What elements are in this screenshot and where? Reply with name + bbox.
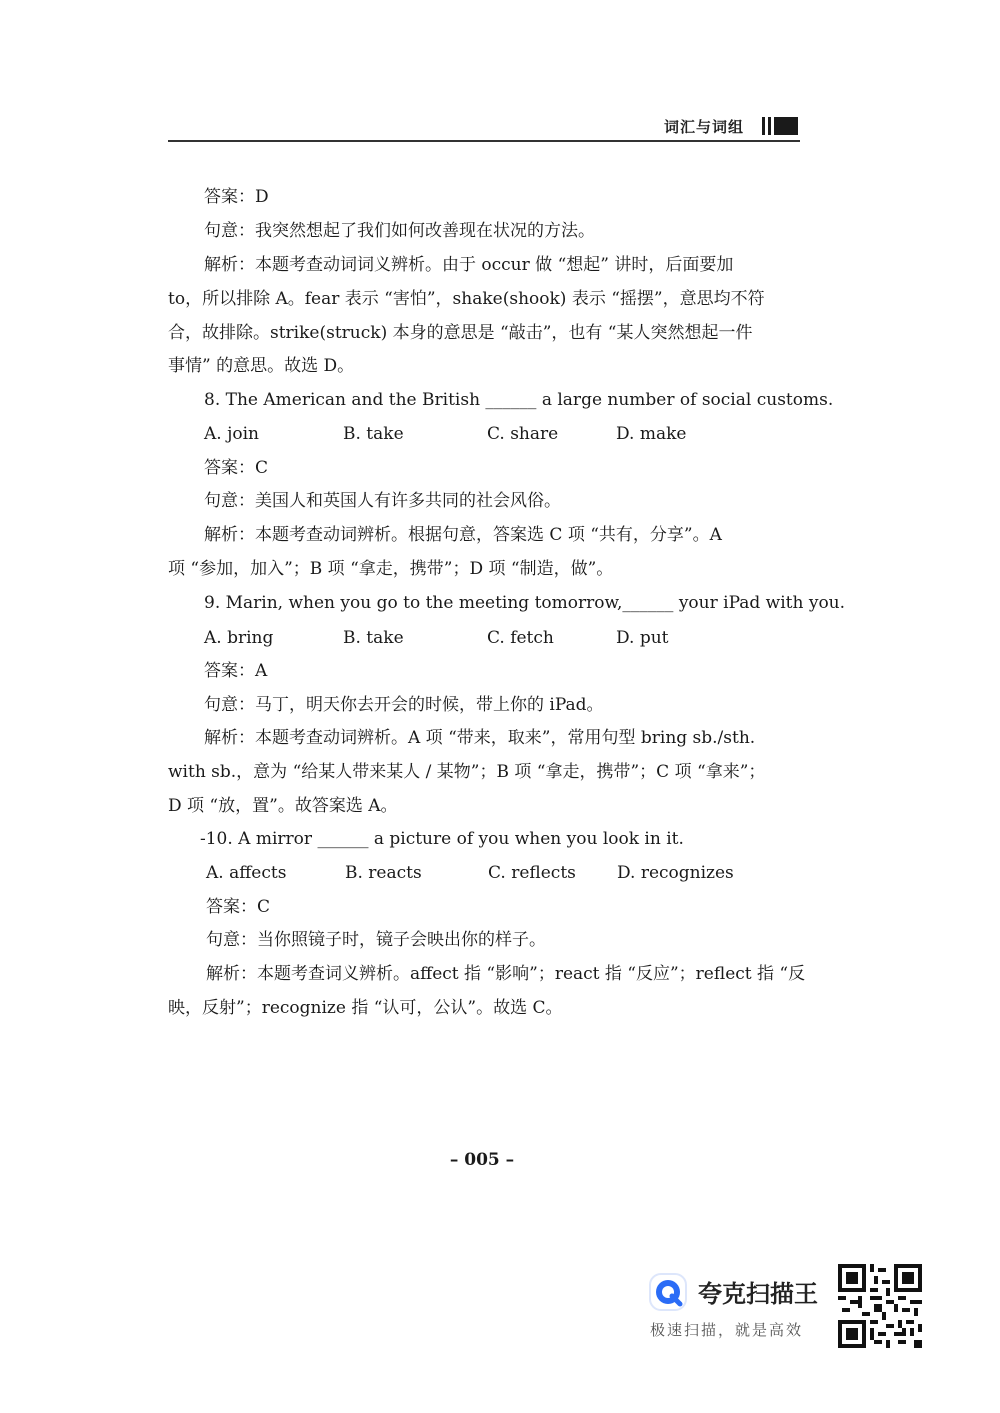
qr-code-icon <box>838 1264 922 1348</box>
q9-meaning: 句意：马丁，明天你去开会的时候，带上你的 iPad。 <box>204 695 604 715</box>
q9-analysis-line-1: 解析：本题考查动词辨析。A 项 “带来，取来”，常用句型 bring sb./sth. <box>204 728 756 748</box>
q10-meaning: 句意：当你照镜子时，镜子会映出你的样子。 <box>206 930 546 950</box>
q7-analysis-line-1: 解析：本题考查动词词义辨析。由于 occur 做 “想起” 讲时，后面要加 <box>204 255 734 275</box>
q8-option-c: C. share <box>487 424 559 444</box>
q9-answer: 答案：A <box>204 661 268 681</box>
q8-meaning: 句意：美国人和英国人有许多共同的社会风俗。 <box>204 491 561 511</box>
q10-analysis-line-2: 映，反射”；recognize 指 “认可，公认”。故选 C。 <box>168 998 563 1018</box>
q9-option-b: B. take <box>343 628 404 648</box>
scanner-logo-icon <box>648 1272 688 1312</box>
q8-stem: 8. The American and the British ______ a large number of social customs. <box>204 390 834 410</box>
q7-analysis-line-4: 事情” 的意思。故选 D。 <box>168 356 355 376</box>
q9-analysis-line-2: with sb.，意为 “给某人带来某人 / 某物”；B 项 “拿走，携带”；C 项 “拿来”； <box>168 762 766 782</box>
q7-meaning: 句意：我突然想起了我们如何改善现在状况的方法。 <box>204 221 595 241</box>
q7-analysis-line-2: to，所以排除 A。fear 表示 “害怕”，shake(shook) 表示 “摇摆”，意思均不符 <box>168 289 765 309</box>
q7-analysis-line-3: 合，故排除。strike(struck) 本身的意思是 “敲击”，也有 “某人突然想起一件 <box>168 323 753 343</box>
q9-option-a: A. bring <box>204 628 274 648</box>
q8-option-a: A. join <box>204 424 259 444</box>
page-number: – 005 – <box>449 1150 515 1170</box>
q8-option-d: D. make <box>616 424 687 444</box>
q8-option-b: B. take <box>343 424 404 444</box>
q10-analysis-line-1: 解析：本题考查词义辨析。affect 指 “影响”；react 指 “反应”；reflect 指 “反 <box>206 964 806 984</box>
q8-analysis-line-2: 项 “参加，加入”；B 项 “拿走，携带”；D 项 “制造，做”。 <box>168 559 614 579</box>
q10-stem: -10. A mirror ______ a picture of you when you look in it. <box>200 829 684 849</box>
scanner-brand-name: 夸克扫描王 <box>698 1280 818 1308</box>
scanner-tagline: 极速扫描，就是高效 <box>650 1321 804 1339</box>
q9-analysis-line-3: D 项 “放，置”。故答案选 A。 <box>168 796 398 816</box>
q10-option-b: B. reacts <box>345 863 422 883</box>
header-rule <box>168 140 800 142</box>
q9-option-c: C. fetch <box>487 628 554 648</box>
scanner-watermark <box>648 1266 838 1346</box>
q10-option-d: D. recognizes <box>617 863 734 883</box>
q10-option-a: A. affects <box>206 863 287 883</box>
q7-answer: 答案：D <box>204 187 269 207</box>
q8-answer: 答案：C <box>204 458 269 478</box>
section-title: 词汇与词组 <box>664 118 745 136</box>
q9-option-d: D. put <box>616 628 669 648</box>
q10-option-c: C. reflects <box>488 863 576 883</box>
q8-analysis-line-1: 解析：本题考查动词辨析。根据句意，答案选 C 项 “共有，分享”。A <box>204 525 722 545</box>
q9-stem: 9. Marin, when you go to the meeting tomorrow,______ your iPad with you. <box>204 593 846 613</box>
q10-answer: 答案：C <box>206 897 271 917</box>
